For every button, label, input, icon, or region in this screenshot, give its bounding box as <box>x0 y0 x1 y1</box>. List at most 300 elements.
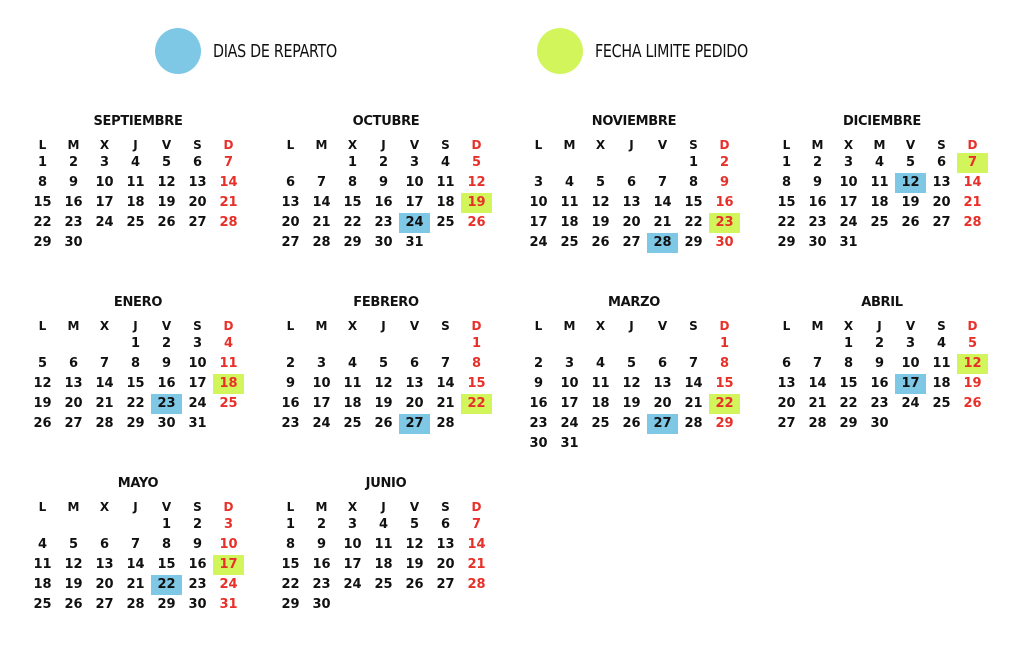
day-cell: 4 <box>440 155 451 170</box>
day-cell: 7 <box>130 537 141 552</box>
day-cell: 4 <box>378 517 389 532</box>
day-cell: 15 <box>715 376 734 391</box>
day-cell: 10 <box>219 537 238 552</box>
day-cell: 7 <box>223 155 234 170</box>
weekday-header: D <box>967 319 978 333</box>
day-cell: 25 <box>436 215 455 230</box>
day-cell: 19 <box>33 396 52 411</box>
weekday-header: J <box>629 138 634 152</box>
day-cell: 13 <box>436 537 455 552</box>
weekday-header: S <box>193 500 202 514</box>
day-cell: 2 <box>812 155 823 170</box>
day-cell-reparto: 12 <box>895 173 926 193</box>
day-cell: 19 <box>901 195 920 210</box>
day-cell: 20 <box>281 215 300 230</box>
day-cell: 26 <box>33 416 52 431</box>
legend-limite-label: FECHA LIMITE PEDIDO <box>595 40 748 62</box>
day-cell: 26 <box>374 416 393 431</box>
day-cell: 31 <box>839 235 858 250</box>
day-cell: 8 <box>161 537 172 552</box>
day-cell: 7 <box>99 356 110 371</box>
day-cell: 18 <box>591 396 610 411</box>
day-cell: 12 <box>33 376 52 391</box>
day-cell: 25 <box>126 215 145 230</box>
day-cell: 3 <box>533 175 544 190</box>
day-cell: 13 <box>777 376 796 391</box>
day-cell: 2 <box>378 155 389 170</box>
day-cell: 12 <box>157 175 176 190</box>
day-cell: 24 <box>560 416 579 431</box>
weekday-header: J <box>133 500 138 514</box>
weekday-header: S <box>441 319 450 333</box>
day-cell: 30 <box>715 235 734 250</box>
day-cell: 24 <box>312 416 331 431</box>
day-cell: 28 <box>219 215 238 230</box>
day-cell: 22 <box>684 215 703 230</box>
legend-reparto <box>155 28 354 74</box>
day-cell-reparto: 22 <box>151 575 182 595</box>
day-cell: 25 <box>343 416 362 431</box>
day-cell: 16 <box>715 195 734 210</box>
day-cell: 28 <box>126 597 145 612</box>
weekday-header: S <box>689 138 698 152</box>
day-cell: 20 <box>932 195 951 210</box>
day-cell: 24 <box>839 215 858 230</box>
day-cell: 7 <box>440 356 451 371</box>
day-cell: 4 <box>223 336 234 351</box>
day-cell: 20 <box>436 557 455 572</box>
weekday-header: V <box>657 138 668 152</box>
day-cell: 5 <box>471 155 482 170</box>
day-cell: 26 <box>157 215 176 230</box>
day-cell: 18 <box>33 577 52 592</box>
day-cell-reparto: 28 <box>647 233 678 253</box>
day-cell: 13 <box>64 376 83 391</box>
day-cell: 7 <box>316 175 327 190</box>
day-cell: 9 <box>812 175 823 190</box>
day-cell: 26 <box>901 215 920 230</box>
day-cell: 17 <box>405 195 424 210</box>
day-cell: 9 <box>533 376 544 391</box>
day-cell: 3 <box>905 336 916 351</box>
weekday-header: J <box>629 319 634 333</box>
day-cell: 23 <box>374 215 393 230</box>
day-cell: 4 <box>347 356 358 371</box>
weekday-header: M <box>563 319 576 333</box>
day-cell: 3 <box>843 155 854 170</box>
weekday-header: J <box>381 500 386 514</box>
day-cell: 15 <box>157 557 176 572</box>
day-cell: 18 <box>374 557 393 572</box>
weekday-header: L <box>286 319 295 333</box>
day-cell: 30 <box>374 235 393 250</box>
blue-circle-icon <box>155 28 201 74</box>
day-cell: 19 <box>64 577 83 592</box>
weekday-header: S <box>937 138 946 152</box>
day-cell: 23 <box>870 396 889 411</box>
day-cell: 6 <box>409 356 420 371</box>
weekday-header: M <box>315 138 328 152</box>
weekday-header: X <box>595 138 606 152</box>
day-cell: 13 <box>932 175 951 190</box>
day-cell: 8 <box>471 356 482 371</box>
weekday-header: J <box>877 319 882 333</box>
day-cell: 10 <box>560 376 579 391</box>
day-cell-reparto: 27 <box>399 414 430 434</box>
day-cell: 31 <box>405 235 424 250</box>
day-cell: 29 <box>684 235 703 250</box>
day-cell: 27 <box>622 235 641 250</box>
day-cell: 23 <box>64 215 83 230</box>
day-cell: 1 <box>130 336 141 351</box>
day-cell: 8 <box>781 175 792 190</box>
day-cell: 24 <box>188 396 207 411</box>
day-cell: 28 <box>467 577 486 592</box>
day-cell: 18 <box>436 195 455 210</box>
day-cell: 18 <box>343 396 362 411</box>
day-cell: 8 <box>37 175 48 190</box>
weekday-header: L <box>38 500 47 514</box>
day-cell: 26 <box>963 396 982 411</box>
day-cell: 6 <box>781 356 792 371</box>
day-cell: 20 <box>653 396 672 411</box>
day-cell: 5 <box>409 517 420 532</box>
day-cell: 10 <box>312 376 331 391</box>
weekday-header: S <box>193 319 202 333</box>
weekday-header: X <box>99 138 110 152</box>
day-cell: 8 <box>843 356 854 371</box>
day-cell: 17 <box>95 195 114 210</box>
day-cell: 2 <box>192 517 203 532</box>
day-cell: 9 <box>68 175 79 190</box>
day-cell: 16 <box>870 376 889 391</box>
day-cell: 2 <box>533 356 544 371</box>
day-cell: 13 <box>405 376 424 391</box>
day-cell: 19 <box>622 396 641 411</box>
weekday-header: X <box>99 500 110 514</box>
day-cell: 9 <box>285 376 296 391</box>
day-cell: 19 <box>157 195 176 210</box>
day-cell: 20 <box>622 215 641 230</box>
day-cell: 21 <box>684 396 703 411</box>
weekday-header: D <box>471 138 482 152</box>
day-cell: 16 <box>64 195 83 210</box>
weekday-header: M <box>873 138 886 152</box>
day-cell: 6 <box>99 537 110 552</box>
day-cell: 4 <box>595 356 606 371</box>
weekday-header: S <box>441 500 450 514</box>
day-cell: 25 <box>219 396 238 411</box>
weekday-header: L <box>286 138 295 152</box>
month-title: MARZO <box>608 295 660 310</box>
day-cell: 14 <box>436 376 455 391</box>
day-cell: 17 <box>343 557 362 572</box>
weekday-header: J <box>133 319 138 333</box>
day-cell: 1 <box>781 155 792 170</box>
day-cell: 11 <box>870 175 889 190</box>
weekday-header: D <box>471 500 482 514</box>
legend-reparto-label: DIAS DE REPARTO <box>213 40 337 62</box>
day-cell: 8 <box>285 537 296 552</box>
weekday-header: X <box>99 319 110 333</box>
day-cell: 15 <box>467 376 486 391</box>
day-cell: 10 <box>529 195 548 210</box>
day-cell: 6 <box>936 155 947 170</box>
month-title: NOVIEMBRE <box>591 114 677 129</box>
day-cell: 26 <box>591 235 610 250</box>
day-cell: 20 <box>405 396 424 411</box>
legend-limite <box>537 28 769 74</box>
day-cell: 31 <box>188 416 207 431</box>
day-cell: 21 <box>808 396 827 411</box>
day-cell: 10 <box>901 356 920 371</box>
day-cell: 17 <box>529 215 548 230</box>
day-cell: 28 <box>808 416 827 431</box>
day-cell-reparto: 23 <box>151 394 182 414</box>
day-cell: 24 <box>343 577 362 592</box>
day-cell: 11 <box>343 376 362 391</box>
day-cell: 1 <box>37 155 48 170</box>
weekday-header: L <box>38 319 47 333</box>
day-cell: 10 <box>839 175 858 190</box>
day-cell: 1 <box>843 336 854 351</box>
weekday-header: D <box>223 319 234 333</box>
day-cell: 29 <box>839 416 858 431</box>
weekday-header: V <box>161 500 172 514</box>
day-cell: 15 <box>839 376 858 391</box>
day-cell: 1 <box>719 336 730 351</box>
weekday-header: L <box>534 138 543 152</box>
day-cell: 25 <box>870 215 889 230</box>
day-cell: 8 <box>130 356 141 371</box>
day-cell: 5 <box>905 155 916 170</box>
month-title: OCTUBRE <box>352 114 420 129</box>
day-cell: 19 <box>374 396 393 411</box>
day-cell: 22 <box>777 215 796 230</box>
day-cell: 27 <box>932 215 951 230</box>
weekday-header: L <box>782 319 791 333</box>
weekday-header: V <box>161 138 172 152</box>
month-title: FEBRERO <box>353 295 419 310</box>
month-title: DICIEMBRE <box>843 114 921 129</box>
day-cell: 29 <box>281 597 300 612</box>
day-cell: 16 <box>157 376 176 391</box>
weekday-header: X <box>843 138 854 152</box>
day-cell: 21 <box>467 557 486 572</box>
day-cell: 21 <box>219 195 238 210</box>
day-cell: 14 <box>312 195 331 210</box>
day-cell-limite: 7 <box>957 153 988 173</box>
day-cell: 13 <box>95 557 114 572</box>
day-cell: 9 <box>161 356 172 371</box>
day-cell: 28 <box>963 215 982 230</box>
day-cell-reparto: 24 <box>399 213 430 233</box>
day-cell: 20 <box>188 195 207 210</box>
day-cell: 14 <box>684 376 703 391</box>
day-cell: 14 <box>219 175 238 190</box>
day-cell-limite: 22 <box>709 394 740 414</box>
day-cell: 30 <box>157 416 176 431</box>
weekday-header: V <box>161 319 172 333</box>
day-cell: 7 <box>471 517 482 532</box>
day-cell: 27 <box>436 577 455 592</box>
day-cell: 21 <box>436 396 455 411</box>
weekday-header: D <box>471 319 482 333</box>
day-cell: 8 <box>719 356 730 371</box>
day-cell: 3 <box>316 356 327 371</box>
day-cell: 18 <box>560 215 579 230</box>
day-cell: 23 <box>808 215 827 230</box>
day-cell: 28 <box>436 416 455 431</box>
day-cell: 29 <box>777 235 796 250</box>
day-cell: 7 <box>657 175 668 190</box>
day-cell: 29 <box>126 416 145 431</box>
day-cell: 26 <box>467 215 486 230</box>
day-cell: 29 <box>343 235 362 250</box>
day-cell: 31 <box>219 597 238 612</box>
day-cell-limite: 12 <box>957 354 988 374</box>
day-cell: 11 <box>932 356 951 371</box>
day-cell: 11 <box>560 195 579 210</box>
day-cell: 16 <box>808 195 827 210</box>
day-cell: 2 <box>161 336 172 351</box>
day-cell: 27 <box>188 215 207 230</box>
day-cell: 9 <box>874 356 885 371</box>
weekday-header: X <box>595 319 606 333</box>
day-cell: 14 <box>467 537 486 552</box>
day-cell: 9 <box>192 537 203 552</box>
day-cell: 5 <box>37 356 48 371</box>
day-cell: 25 <box>591 416 610 431</box>
day-cell: 20 <box>64 396 83 411</box>
day-cell: 19 <box>405 557 424 572</box>
day-cell: 25 <box>33 597 52 612</box>
day-cell: 29 <box>157 597 176 612</box>
day-cell: 12 <box>405 537 424 552</box>
day-cell: 15 <box>281 557 300 572</box>
day-cell: 1 <box>688 155 699 170</box>
day-cell: 24 <box>529 235 548 250</box>
month-title: ABRIL <box>861 295 903 310</box>
day-cell: 21 <box>963 195 982 210</box>
day-cell: 17 <box>188 376 207 391</box>
day-cell: 6 <box>626 175 637 190</box>
weekday-header: X <box>843 319 854 333</box>
day-cell: 15 <box>777 195 796 210</box>
weekday-header: S <box>441 138 450 152</box>
day-cell: 19 <box>963 376 982 391</box>
day-cell: 13 <box>653 376 672 391</box>
day-cell: 28 <box>312 235 331 250</box>
day-cell: 8 <box>347 175 358 190</box>
day-cell: 16 <box>529 396 548 411</box>
day-cell: 20 <box>95 577 114 592</box>
day-cell: 21 <box>126 577 145 592</box>
day-cell: 3 <box>192 336 203 351</box>
day-cell: 5 <box>378 356 389 371</box>
day-cell: 3 <box>99 155 110 170</box>
day-cell: 15 <box>126 376 145 391</box>
day-cell: 25 <box>932 396 951 411</box>
weekday-header: V <box>905 138 916 152</box>
day-cell: 18 <box>870 195 889 210</box>
day-cell: 20 <box>777 396 796 411</box>
day-cell: 1 <box>471 336 482 351</box>
day-cell: 30 <box>188 597 207 612</box>
day-cell: 26 <box>64 597 83 612</box>
weekday-header: M <box>67 500 80 514</box>
day-cell: 29 <box>715 416 734 431</box>
day-cell: 4 <box>874 155 885 170</box>
day-cell: 21 <box>95 396 114 411</box>
day-cell: 30 <box>64 235 83 250</box>
day-cell: 24 <box>219 577 238 592</box>
day-cell-limite: 22 <box>461 394 492 414</box>
day-cell: 12 <box>467 175 486 190</box>
day-cell: 9 <box>316 537 327 552</box>
day-cell: 12 <box>622 376 641 391</box>
weekday-header: L <box>38 138 47 152</box>
day-cell: 27 <box>281 235 300 250</box>
month-title: SEPTIEMBRE <box>93 114 183 129</box>
day-cell: 13 <box>622 195 641 210</box>
day-cell: 22 <box>126 396 145 411</box>
day-cell: 23 <box>281 416 300 431</box>
day-cell: 11 <box>436 175 455 190</box>
day-cell: 14 <box>95 376 114 391</box>
day-cell: 5 <box>967 336 978 351</box>
day-cell: 10 <box>343 537 362 552</box>
weekday-header: J <box>381 319 386 333</box>
month-title: ENERO <box>113 295 163 310</box>
day-cell: 4 <box>130 155 141 170</box>
day-cell: 3 <box>347 517 358 532</box>
day-cell: 21 <box>653 215 672 230</box>
day-cell-limite: 23 <box>709 213 740 233</box>
day-cell: 6 <box>192 155 203 170</box>
day-cell: 30 <box>529 436 548 451</box>
day-cell: 30 <box>870 416 889 431</box>
weekday-header: V <box>657 319 668 333</box>
day-cell: 27 <box>95 597 114 612</box>
day-cell: 2 <box>719 155 730 170</box>
day-cell: 30 <box>808 235 827 250</box>
day-cell: 22 <box>33 215 52 230</box>
day-cell: 10 <box>405 175 424 190</box>
day-cell: 6 <box>657 356 668 371</box>
weekday-header: L <box>286 500 295 514</box>
weekday-header: J <box>133 138 138 152</box>
weekday-header: X <box>347 138 358 152</box>
day-cell: 16 <box>188 557 207 572</box>
month-title: MAYO <box>117 476 159 491</box>
day-cell: 2 <box>285 356 296 371</box>
day-cell: 15 <box>33 195 52 210</box>
day-cell: 10 <box>188 356 207 371</box>
day-cell: 14 <box>963 175 982 190</box>
day-cell: 22 <box>343 215 362 230</box>
weekday-header: V <box>905 319 916 333</box>
day-cell: 3 <box>409 155 420 170</box>
day-cell: 5 <box>161 155 172 170</box>
day-cell: 17 <box>560 396 579 411</box>
day-cell: 12 <box>374 376 393 391</box>
day-cell: 22 <box>281 577 300 592</box>
day-cell: 16 <box>281 396 300 411</box>
day-cell: 28 <box>95 416 114 431</box>
day-cell: 13 <box>188 175 207 190</box>
day-cell: 11 <box>33 557 52 572</box>
